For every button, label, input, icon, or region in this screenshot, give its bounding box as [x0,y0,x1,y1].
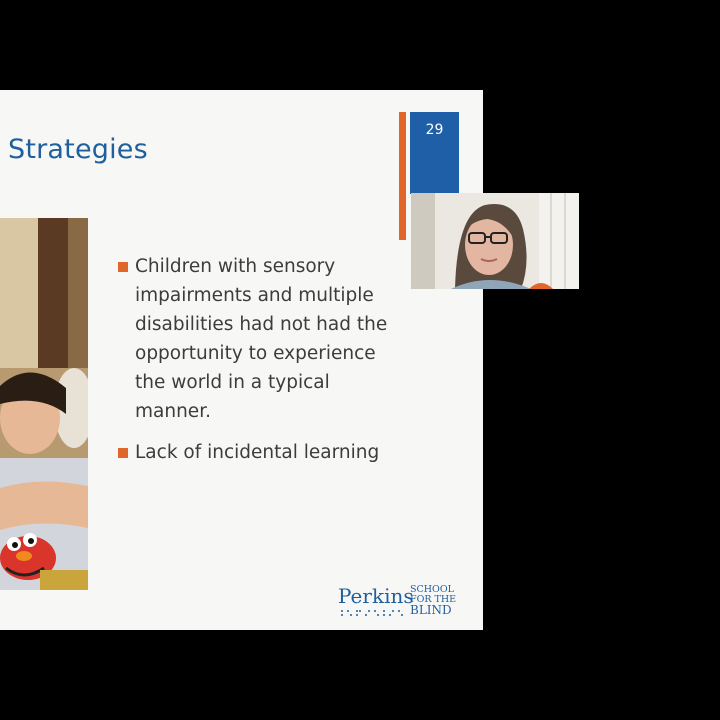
child-photo [0,218,88,590]
logo-line-school: SCHOOL [410,584,454,595]
square-bullet-icon [118,448,128,458]
braille-dots-icon [340,609,406,617]
bullet-text: Children with sensory impairments and multiple disabilities had not had the opportunity to experience the world in a typical manner. [135,256,388,422]
page-number: 29 [425,122,444,138]
bullet-text: Lack of incidental learning [135,442,380,463]
page-number-box [410,112,459,194]
logo-line-blind: BLIND [410,603,452,617]
child-photo-image [0,218,88,590]
bullet-list [118,252,403,479]
square-bullet-icon [118,262,128,272]
logo-wordmark: Perkins [338,584,414,608]
presenter-webcam[interactable] [411,193,579,289]
accent-bar [399,112,406,240]
slide-title: Strategies [8,134,148,165]
logo-line-for-the: FOR THE [410,594,457,605]
presentation-slide [0,90,483,630]
logo-subtitle [410,585,456,615]
presenter-video-feed [411,193,579,289]
bullet-item [118,438,403,467]
perkins-logo [338,584,458,620]
bullet-item [118,252,403,426]
